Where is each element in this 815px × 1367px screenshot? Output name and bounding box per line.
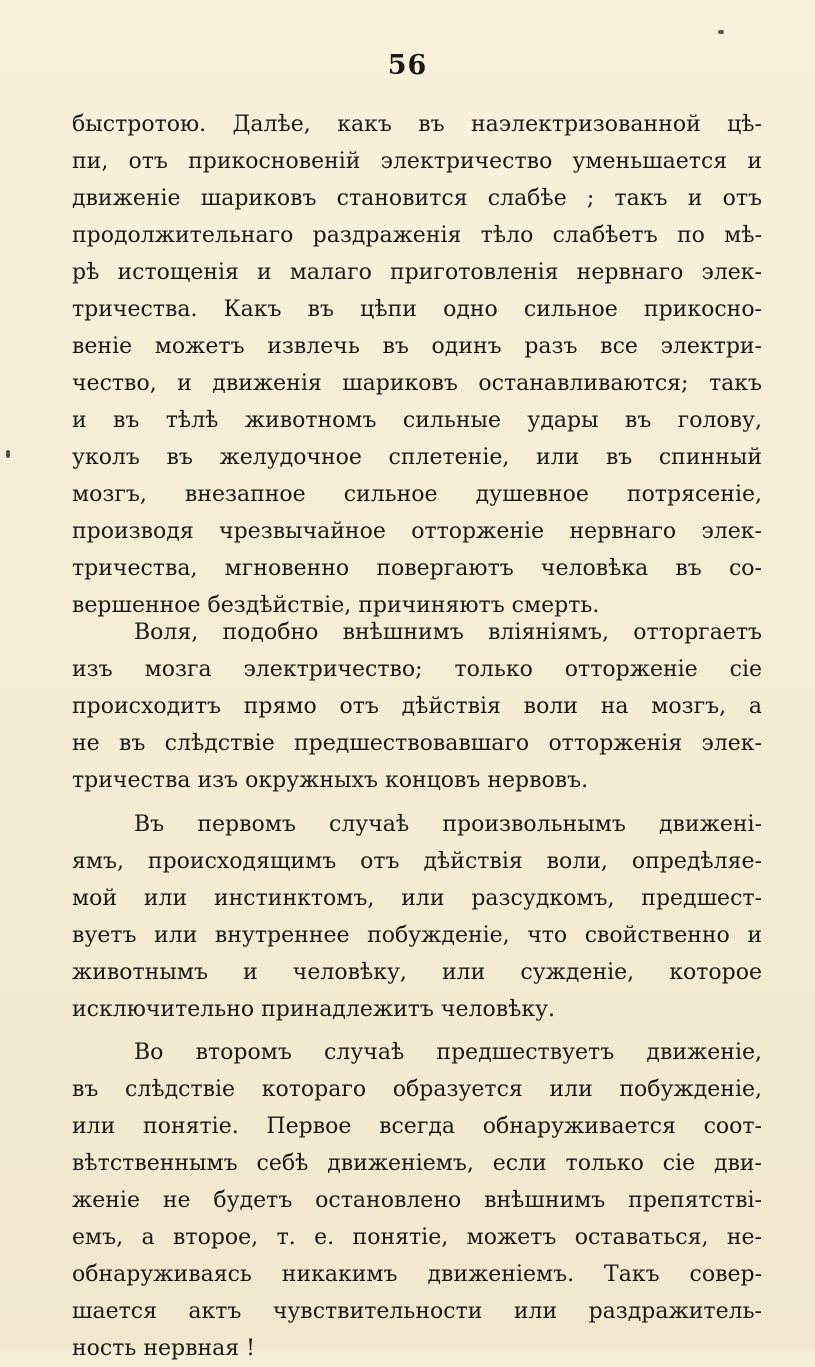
text-line: въ слѣдствiе котораго образуется или побужденiе, [72, 1077, 762, 1102]
text-line: Въ первомъ случаѣ произвольнымъ движенi- [134, 812, 762, 837]
text-line: продолжительнаго раздраженiя тѣло слабѣетъ по мѣ- [72, 223, 762, 248]
text-line: исключительно принадлежитъ человѣку. [72, 997, 556, 1022]
text-line: рѣ истощенiя и малаго приготовленiя нервнаго элек- [72, 260, 762, 285]
paragraph-4 [72, 1034, 762, 1367]
print-speck [718, 30, 724, 34]
text-line: пи, отъ прикосновенiй электричество уменьшается и [72, 149, 762, 174]
text-line: уколъ въ желудочное сплетенiе, или въ спинный [72, 445, 762, 470]
text-line: женiе не будетъ остановлено внѣшнимъ препятствi- [72, 1188, 762, 1213]
paragraph-3 [72, 806, 762, 1028]
text-line: тричества, мгновенно повергаютъ человѣка въ со- [72, 556, 762, 581]
text-line: вершенное бездѣйствiе, причиняютъ смерть. [72, 593, 600, 618]
text-line: или понятiе. Первое всегда обнаруживается соот- [72, 1114, 762, 1139]
text-line: производя чрезвычайное отторженiе нервнаго элек- [72, 519, 762, 544]
text-line: шается актъ чувствительности или раздражитель- [72, 1299, 762, 1324]
print-speck [6, 450, 10, 458]
text-line: движенiе шариковъ становится слабѣе ; такъ и отъ [72, 186, 762, 211]
text-line: происходитъ прямо отъ дѣйствiя воли на мозгъ, а [72, 694, 762, 719]
text-line: животнымъ и человѣку, или сужденiе, которое [72, 960, 762, 985]
text-line: тричества. Какъ въ цѣпи одно сильное прикосно- [72, 297, 762, 322]
text-line: мой или инстинктомъ, или разсудкомъ, предшест- [72, 886, 762, 911]
text-line: венiе можетъ извлечь въ одинъ разъ все электри- [72, 334, 762, 359]
text-line: Во второмъ случаѣ предшествуетъ движенiе, [134, 1040, 762, 1065]
text-line: быстротою. Далѣе, какъ въ наэлектризованной цѣ- [72, 112, 762, 137]
page-number: 56 [387, 50, 428, 81]
paragraph-2 [72, 614, 762, 799]
text-line: обнаруживаясь никакимъ движенiемъ. Такъ совер- [72, 1262, 762, 1287]
text-line: чество, и движенiя шариковъ останавливаются; такъ [72, 371, 762, 396]
text-line: ность нервная ! [72, 1336, 256, 1361]
paragraph-1 [72, 106, 762, 624]
text-line: вуетъ или внутреннее побужденiе, что свойственно и [72, 923, 762, 948]
text-line: тричества изъ окружныхъ концовъ нервовъ. [72, 768, 589, 793]
text-line: ямъ, происходящимъ отъ дѣйствiя воли, опредѣляе- [72, 849, 762, 874]
text-line: емъ, а второе, т. е. понятiе, можетъ оставаться, не- [72, 1225, 762, 1250]
text-line: вѣтственнымъ себѣ движенiемъ, если только сiе дви- [72, 1151, 762, 1176]
text-line: мозгъ, внезапное сильное душевное потрясенiе, [72, 482, 762, 507]
text-line: Воля, подобно внѣшнимъ влiянiямъ, отторгаетъ [134, 620, 762, 645]
text-line: и въ тѣлѣ животномъ сильные удары въ голову, [72, 408, 762, 433]
text-line: изъ мозга электричество; только отторженiе сiе [72, 657, 762, 682]
text-line: не въ слѣдствiе предшествовавшаго отторженiя элек- [72, 731, 762, 756]
